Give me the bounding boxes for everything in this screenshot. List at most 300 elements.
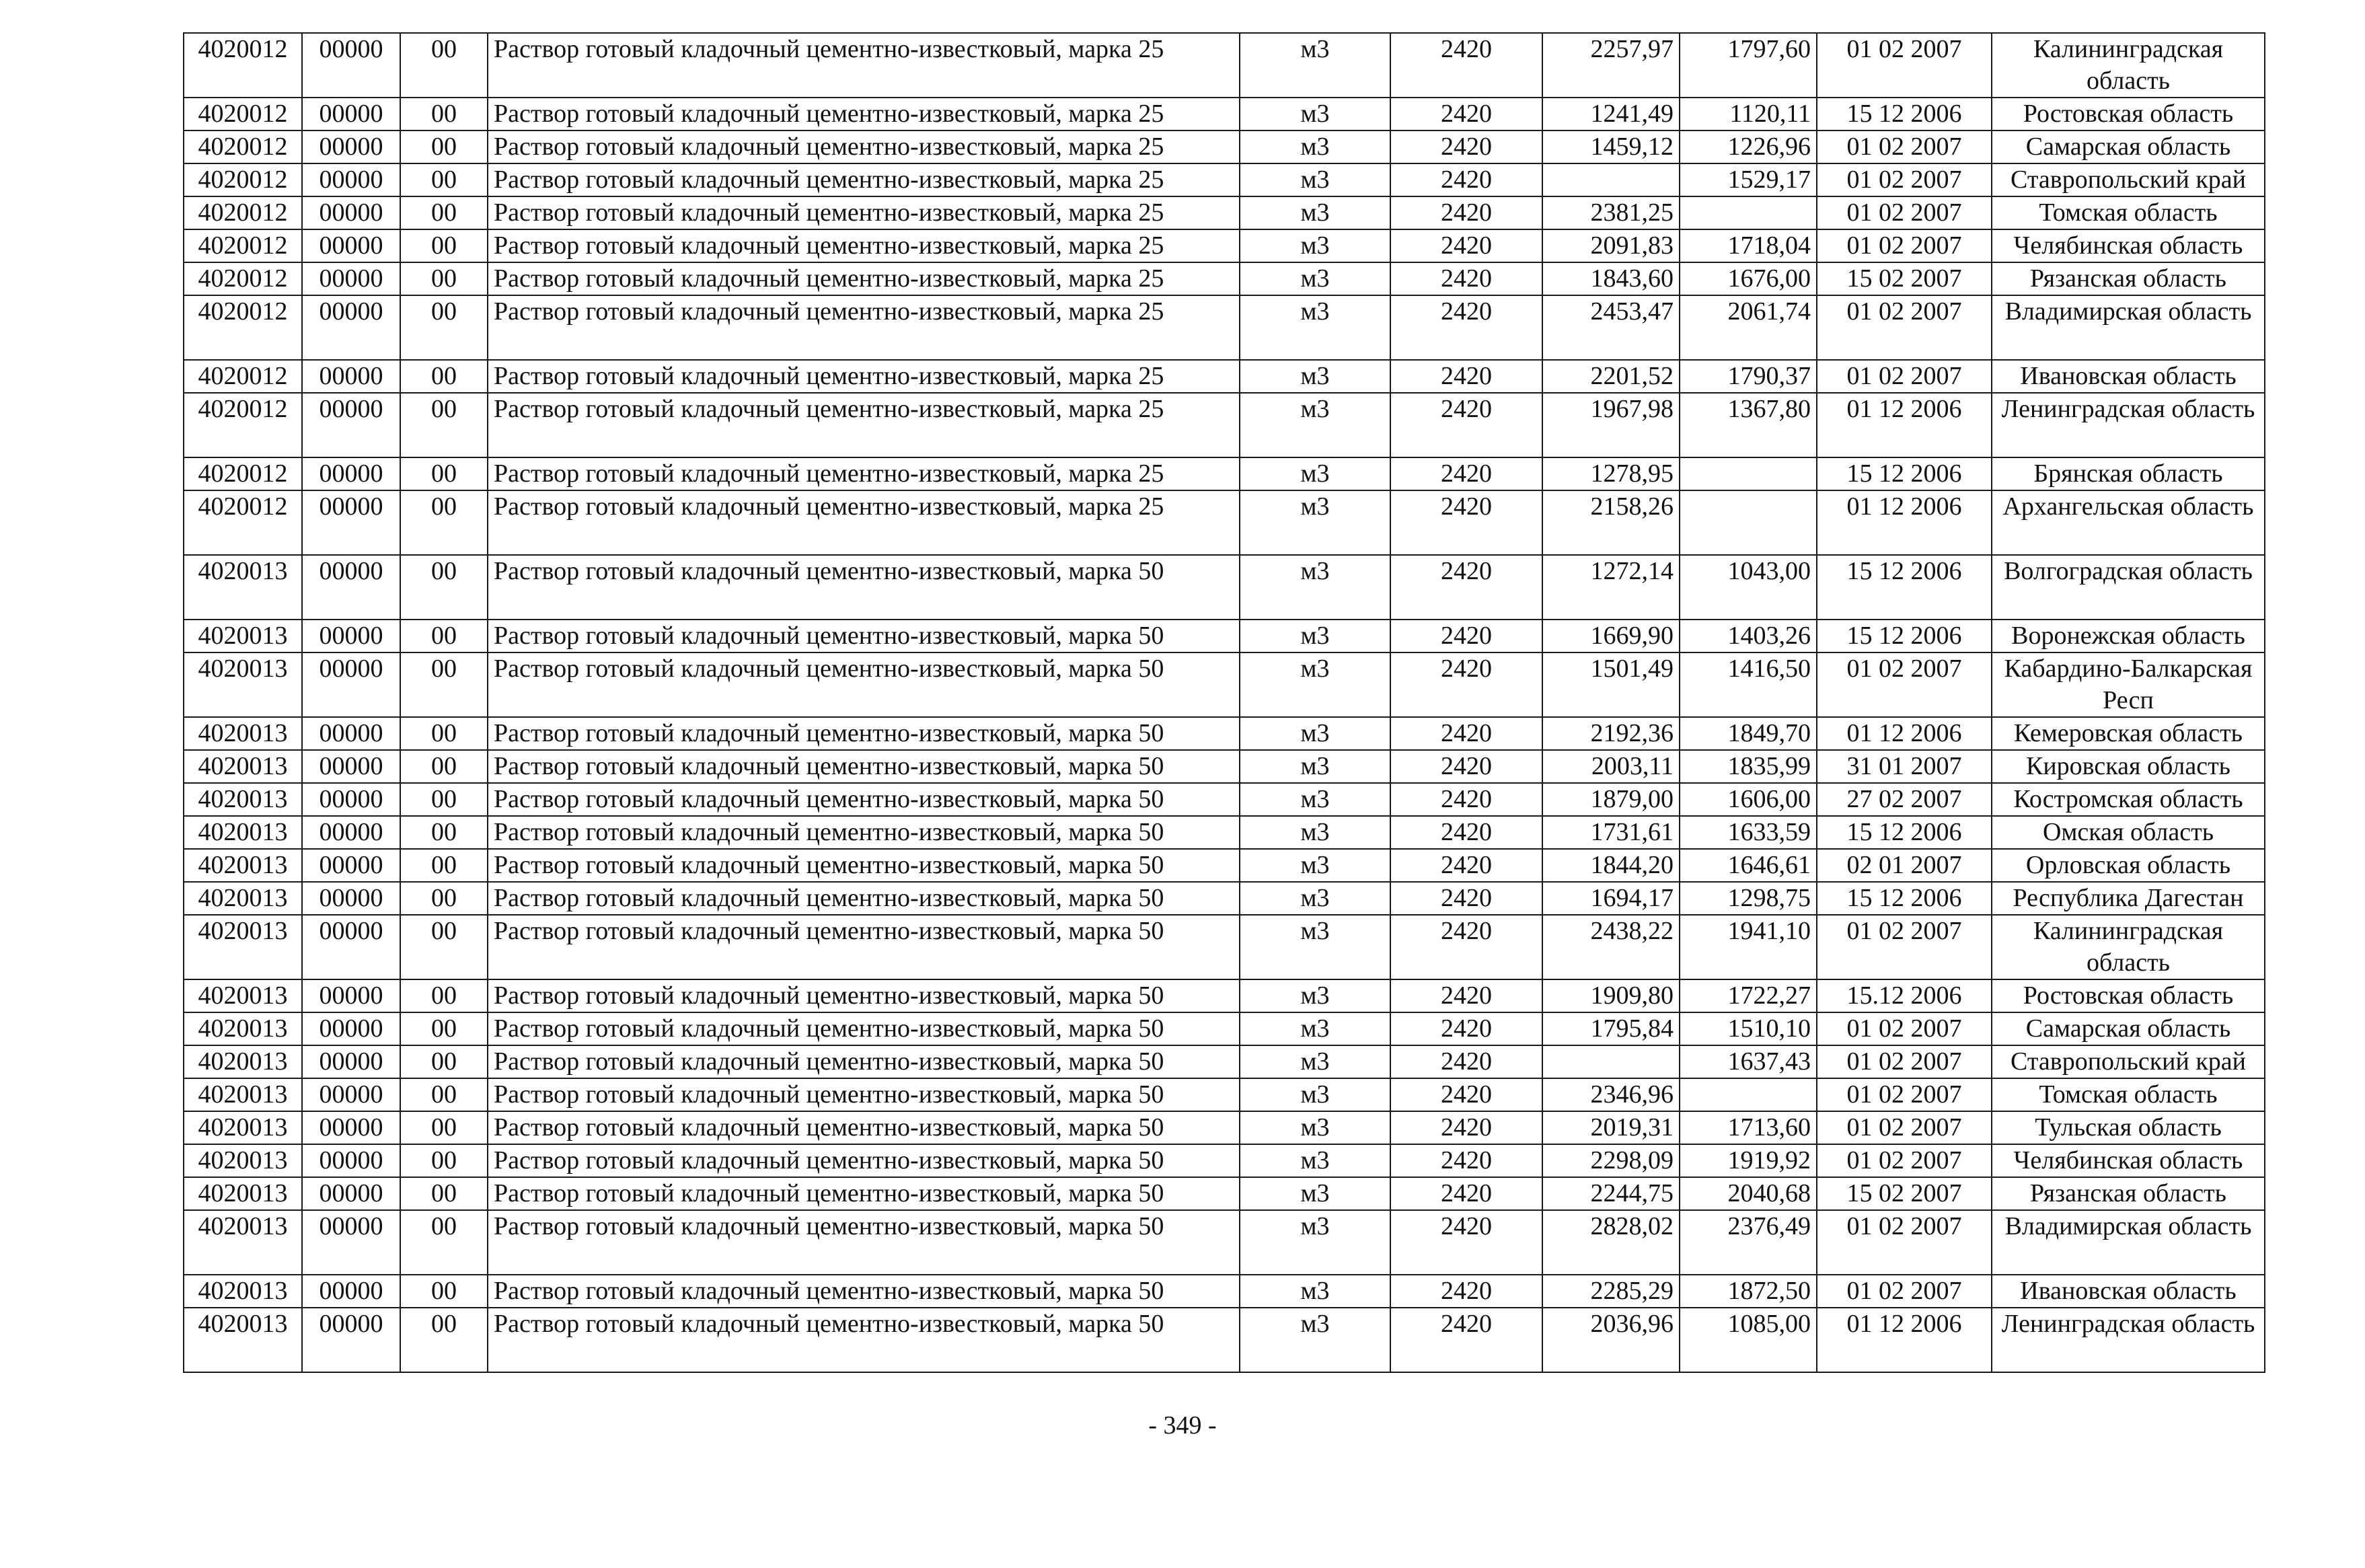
subcode-cell: 00000 [302, 262, 400, 295]
price-2-cell: 1790,37 [1680, 360, 1817, 393]
subcode-cell: 00000 [302, 229, 400, 262]
code-cell: 4020012 [184, 262, 302, 295]
class-cell: 00 [400, 750, 488, 783]
price-1-cell: 2438,22 [1542, 915, 1680, 979]
date-cell: 15.12 2006 [1817, 979, 1992, 1012]
material-name-cell: Раствор готовый кладочный цементно-известковый, марка 25 [488, 262, 1240, 295]
region-cell: Ставропольский край [1992, 163, 2265, 196]
price-2-cell: 1872,50 [1680, 1275, 1817, 1308]
table-row [184, 490, 2265, 555]
class-cell: 00 [400, 620, 488, 652]
unit-cell: м3 [1240, 163, 1390, 196]
price-2-cell: 1919,92 [1680, 1144, 1817, 1177]
date-cell: 01 12 2006 [1817, 717, 1992, 750]
region-cell: Кабардино-Балкарская Респ [1992, 652, 2265, 717]
date-cell: 01 02 2007 [1817, 1144, 1992, 1177]
code-cell: 4020012 [184, 457, 302, 490]
material-name-cell: Раствор готовый кладочный цементно-известковый, марка 50 [488, 1177, 1240, 1210]
number-cell: 2420 [1390, 1012, 1542, 1045]
unit-cell: м3 [1240, 393, 1390, 457]
price-1-cell [1542, 163, 1680, 196]
class-cell: 00 [400, 196, 488, 229]
subcode-cell: 00000 [302, 717, 400, 750]
code-cell: 4020013 [184, 620, 302, 652]
region-cell: Челябинская область [1992, 229, 2265, 262]
unit-cell: м3 [1240, 1308, 1390, 1372]
date-cell: 01 02 2007 [1817, 229, 1992, 262]
material-name-cell: Раствор готовый кладочный цементно-известковый, марка 50 [488, 882, 1240, 915]
number-cell: 2420 [1390, 1210, 1542, 1275]
date-cell: 15 12 2006 [1817, 620, 1992, 652]
material-name-cell: Раствор готовый кладочный цементно-известковый, марка 25 [488, 295, 1240, 360]
class-cell: 00 [400, 295, 488, 360]
price-2-cell: 1797,60 [1680, 33, 1817, 98]
date-cell: 01 02 2007 [1817, 1078, 1992, 1111]
date-cell: 01 02 2007 [1817, 33, 1992, 98]
subcode-cell: 00000 [302, 915, 400, 979]
unit-cell: м3 [1240, 1144, 1390, 1177]
price-1-cell: 2828,02 [1542, 1210, 1680, 1275]
code-cell: 4020012 [184, 130, 302, 163]
number-cell: 2420 [1390, 490, 1542, 555]
number-cell: 2420 [1390, 750, 1542, 783]
price-1-cell: 1272,14 [1542, 555, 1680, 620]
subcode-cell: 00000 [302, 98, 400, 130]
price-2-cell: 2376,49 [1680, 1210, 1817, 1275]
code-cell: 4020013 [184, 816, 302, 849]
class-cell: 00 [400, 1111, 488, 1144]
number-cell: 2420 [1390, 457, 1542, 490]
price-2-cell: 1849,70 [1680, 717, 1817, 750]
price-2-cell: 1718,04 [1680, 229, 1817, 262]
price-2-cell [1680, 457, 1817, 490]
price-2-cell: 1085,00 [1680, 1308, 1817, 1372]
subcode-cell: 00000 [302, 196, 400, 229]
date-cell: 01 12 2006 [1817, 1308, 1992, 1372]
unit-cell: м3 [1240, 1111, 1390, 1144]
price-2-cell: 1043,00 [1680, 555, 1817, 620]
price-1-cell: 2019,31 [1542, 1111, 1680, 1144]
material-name-cell: Раствор готовый кладочный цементно-известковый, марка 50 [488, 783, 1240, 816]
price-1-cell: 1278,95 [1542, 457, 1680, 490]
code-cell: 4020013 [184, 882, 302, 915]
code-cell: 4020012 [184, 295, 302, 360]
price-2-cell: 1367,80 [1680, 393, 1817, 457]
price-2-cell: 1606,00 [1680, 783, 1817, 816]
price-1-cell [1542, 1045, 1680, 1078]
table-row [184, 979, 2265, 1012]
subcode-cell: 00000 [302, 979, 400, 1012]
subcode-cell: 00000 [302, 652, 400, 717]
material-name-cell: Раствор готовый кладочный цементно-известковый, марка 50 [488, 620, 1240, 652]
price-2-cell: 1676,00 [1680, 262, 1817, 295]
material-name-cell: Раствор готовый кладочный цементно-известковый, марка 50 [488, 717, 1240, 750]
number-cell: 2420 [1390, 1045, 1542, 1078]
class-cell: 00 [400, 652, 488, 717]
subcode-cell: 00000 [302, 1078, 400, 1111]
unit-cell: м3 [1240, 1177, 1390, 1210]
table-row [184, 457, 2265, 490]
price-1-cell: 1694,17 [1542, 882, 1680, 915]
region-cell: Томская область [1992, 196, 2265, 229]
region-cell: Брянская область [1992, 457, 2265, 490]
number-cell: 2420 [1390, 652, 1542, 717]
unit-cell: м3 [1240, 1045, 1390, 1078]
region-cell: Калининградская область [1992, 33, 2265, 98]
price-1-cell: 2003,11 [1542, 750, 1680, 783]
subcode-cell: 00000 [302, 33, 400, 98]
table-row [184, 1078, 2265, 1111]
price-2-cell: 1510,10 [1680, 1012, 1817, 1045]
code-cell: 4020013 [184, 1012, 302, 1045]
date-cell: 01 02 2007 [1817, 295, 1992, 360]
class-cell: 00 [400, 1144, 488, 1177]
unit-cell: м3 [1240, 717, 1390, 750]
table-row [184, 783, 2265, 816]
subcode-cell: 00000 [302, 360, 400, 393]
date-cell: 15 12 2006 [1817, 98, 1992, 130]
number-cell: 2420 [1390, 783, 1542, 816]
class-cell: 00 [400, 555, 488, 620]
date-cell: 01 02 2007 [1817, 915, 1992, 979]
number-cell: 2420 [1390, 620, 1542, 652]
subcode-cell: 00000 [302, 490, 400, 555]
code-cell: 4020012 [184, 196, 302, 229]
date-cell: 15 02 2007 [1817, 1177, 1992, 1210]
table-row [184, 1012, 2265, 1045]
material-name-cell: Раствор готовый кладочный цементно-известковый, марка 25 [488, 229, 1240, 262]
subcode-cell: 00000 [302, 295, 400, 360]
subcode-cell: 00000 [302, 457, 400, 490]
subcode-cell: 00000 [302, 1210, 400, 1275]
table-row [184, 295, 2265, 360]
date-cell: 01 12 2006 [1817, 393, 1992, 457]
date-cell: 01 02 2007 [1817, 1012, 1992, 1045]
date-cell: 27 02 2007 [1817, 783, 1992, 816]
material-name-cell: Раствор готовый кладочный цементно-известковый, марка 50 [488, 1012, 1240, 1045]
subcode-cell: 00000 [302, 1144, 400, 1177]
region-cell: Ростовская область [1992, 98, 2265, 130]
price-2-cell: 1298,75 [1680, 882, 1817, 915]
date-cell: 31 01 2007 [1817, 750, 1992, 783]
subcode-cell: 00000 [302, 1045, 400, 1078]
class-cell: 00 [400, 393, 488, 457]
price-2-cell: 2040,68 [1680, 1177, 1817, 1210]
unit-cell: м3 [1240, 295, 1390, 360]
table-row [184, 1111, 2265, 1144]
material-name-cell: Раствор готовый кладочный цементно-известковый, марка 50 [488, 1045, 1240, 1078]
table-body [184, 33, 2265, 1372]
material-name-cell: Раствор готовый кладочный цементно-известковый, марка 50 [488, 849, 1240, 882]
unit-cell: м3 [1240, 750, 1390, 783]
date-cell: 15 12 2006 [1817, 882, 1992, 915]
date-cell: 01 02 2007 [1817, 1210, 1992, 1275]
price-1-cell: 1843,60 [1542, 262, 1680, 295]
number-cell: 2420 [1390, 196, 1542, 229]
number-cell: 2420 [1390, 882, 1542, 915]
code-cell: 4020013 [184, 1308, 302, 1372]
material-name-cell: Раствор готовый кладочный цементно-известковый, марка 50 [488, 816, 1240, 849]
subcode-cell: 00000 [302, 849, 400, 882]
price-2-cell: 1633,59 [1680, 816, 1817, 849]
date-cell: 01 02 2007 [1817, 130, 1992, 163]
table-row [184, 915, 2265, 979]
unit-cell: м3 [1240, 1210, 1390, 1275]
code-cell: 4020013 [184, 717, 302, 750]
number-cell: 2420 [1390, 130, 1542, 163]
price-2-cell: 1416,50 [1680, 652, 1817, 717]
material-name-cell: Раствор готовый кладочный цементно-известковый, марка 50 [488, 1210, 1240, 1275]
class-cell: 00 [400, 163, 488, 196]
price-2-cell: 1713,60 [1680, 1111, 1817, 1144]
price-2-cell: 1529,17 [1680, 163, 1817, 196]
material-name-cell: Раствор готовый кладочный цементно-известковый, марка 25 [488, 130, 1240, 163]
code-cell: 4020013 [184, 1177, 302, 1210]
code-cell: 4020013 [184, 915, 302, 979]
class-cell: 00 [400, 98, 488, 130]
price-table [183, 32, 2265, 1373]
class-cell: 00 [400, 816, 488, 849]
region-cell: Воронежская область [1992, 620, 2265, 652]
subcode-cell: 00000 [302, 816, 400, 849]
class-cell: 00 [400, 1078, 488, 1111]
price-1-cell: 1844,20 [1542, 849, 1680, 882]
unit-cell: м3 [1240, 130, 1390, 163]
subcode-cell: 00000 [302, 750, 400, 783]
number-cell: 2420 [1390, 1177, 1542, 1210]
code-cell: 4020013 [184, 1078, 302, 1111]
unit-cell: м3 [1240, 262, 1390, 295]
price-2-cell: 1403,26 [1680, 620, 1817, 652]
unit-cell: м3 [1240, 783, 1390, 816]
price-1-cell: 2453,47 [1542, 295, 1680, 360]
price-1-cell: 2201,52 [1542, 360, 1680, 393]
class-cell: 00 [400, 490, 488, 555]
price-1-cell: 1967,98 [1542, 393, 1680, 457]
code-cell: 4020012 [184, 98, 302, 130]
table-row [184, 652, 2265, 717]
price-2-cell: 1120,11 [1680, 98, 1817, 130]
region-cell: Ростовская область [1992, 979, 2265, 1012]
price-1-cell: 1669,90 [1542, 620, 1680, 652]
class-cell: 00 [400, 1275, 488, 1308]
unit-cell: м3 [1240, 652, 1390, 717]
table-row [184, 393, 2265, 457]
table-row [184, 849, 2265, 882]
number-cell: 2420 [1390, 33, 1542, 98]
code-cell: 4020013 [184, 1144, 302, 1177]
subcode-cell: 00000 [302, 130, 400, 163]
date-cell: 15 12 2006 [1817, 816, 1992, 849]
code-cell: 4020013 [184, 750, 302, 783]
number-cell: 2420 [1390, 555, 1542, 620]
code-cell: 4020013 [184, 652, 302, 717]
code-cell: 4020013 [184, 979, 302, 1012]
price-2-cell: 1941,10 [1680, 915, 1817, 979]
unit-cell: м3 [1240, 33, 1390, 98]
price-2-cell [1680, 490, 1817, 555]
table-row [184, 130, 2265, 163]
price-1-cell: 1241,49 [1542, 98, 1680, 130]
material-name-cell: Раствор готовый кладочный цементно-известковый, марка 25 [488, 98, 1240, 130]
subcode-cell: 00000 [302, 555, 400, 620]
material-name-cell: Раствор готовый кладочный цементно-известковый, марка 50 [488, 979, 1240, 1012]
subcode-cell: 00000 [302, 783, 400, 816]
class-cell: 00 [400, 229, 488, 262]
unit-cell: м3 [1240, 849, 1390, 882]
table-row [184, 33, 2265, 98]
date-cell: 01 02 2007 [1817, 652, 1992, 717]
class-cell: 00 [400, 130, 488, 163]
material-name-cell: Раствор готовый кладочный цементно-известковый, марка 50 [488, 1111, 1240, 1144]
number-cell: 2420 [1390, 1275, 1542, 1308]
date-cell: 01 02 2007 [1817, 196, 1992, 229]
unit-cell: м3 [1240, 882, 1390, 915]
price-1-cell: 2285,29 [1542, 1275, 1680, 1308]
region-cell: Архангельская область [1992, 490, 2265, 555]
code-cell: 4020012 [184, 163, 302, 196]
unit-cell: м3 [1240, 98, 1390, 130]
price-1-cell: 2158,26 [1542, 490, 1680, 555]
price-2-cell: 1226,96 [1680, 130, 1817, 163]
table-row [184, 816, 2265, 849]
class-cell: 00 [400, 1045, 488, 1078]
date-cell: 15 12 2006 [1817, 555, 1992, 620]
table-row [184, 750, 2265, 783]
region-cell: Волгоградская область [1992, 555, 2265, 620]
date-cell: 02 01 2007 [1817, 849, 1992, 882]
price-1-cell: 2346,96 [1542, 1078, 1680, 1111]
price-1-cell: 2091,83 [1542, 229, 1680, 262]
material-name-cell: Раствор готовый кладочный цементно-известковый, марка 50 [488, 652, 1240, 717]
subcode-cell: 00000 [302, 1012, 400, 1045]
price-1-cell: 1731,61 [1542, 816, 1680, 849]
subcode-cell: 00000 [302, 1308, 400, 1372]
region-cell: Рязанская область [1992, 262, 2265, 295]
number-cell: 2420 [1390, 98, 1542, 130]
code-cell: 4020013 [184, 1210, 302, 1275]
code-cell: 4020012 [184, 393, 302, 457]
number-cell: 2420 [1390, 979, 1542, 1012]
table-row [184, 882, 2265, 915]
date-cell: 01 02 2007 [1817, 1111, 1992, 1144]
number-cell: 2420 [1390, 915, 1542, 979]
subcode-cell: 00000 [302, 1177, 400, 1210]
unit-cell: м3 [1240, 1078, 1390, 1111]
table-row [184, 262, 2265, 295]
price-1-cell: 2036,96 [1542, 1308, 1680, 1372]
region-cell: Томская область [1992, 1078, 2265, 1111]
code-cell: 4020012 [184, 360, 302, 393]
material-name-cell: Раствор готовый кладочный цементно-известковый, марка 50 [488, 555, 1240, 620]
code-cell: 4020013 [184, 783, 302, 816]
unit-cell: м3 [1240, 555, 1390, 620]
number-cell: 2420 [1390, 1111, 1542, 1144]
price-1-cell: 2381,25 [1542, 196, 1680, 229]
material-name-cell: Раствор готовый кладочный цементно-известковый, марка 25 [488, 196, 1240, 229]
class-cell: 00 [400, 915, 488, 979]
region-cell: Калининградская область [1992, 915, 2265, 979]
price-1-cell: 1501,49 [1542, 652, 1680, 717]
number-cell: 2420 [1390, 295, 1542, 360]
unit-cell: м3 [1240, 196, 1390, 229]
region-cell: Ленинградская область [1992, 393, 2265, 457]
page-number: - 349 - [1148, 1411, 1217, 1440]
table-row [184, 1045, 2265, 1078]
table-row [184, 1177, 2265, 1210]
class-cell: 00 [400, 1210, 488, 1275]
class-cell: 00 [400, 457, 488, 490]
class-cell: 00 [400, 717, 488, 750]
code-cell: 4020013 [184, 1275, 302, 1308]
region-cell: Кировская область [1992, 750, 2265, 783]
code-cell: 4020012 [184, 490, 302, 555]
material-name-cell: Раствор готовый кладочный цементно-известковый, марка 50 [488, 750, 1240, 783]
unit-cell: м3 [1240, 490, 1390, 555]
subcode-cell: 00000 [302, 1111, 400, 1144]
table-row [184, 555, 2265, 620]
price-1-cell: 2244,75 [1542, 1177, 1680, 1210]
number-cell: 2420 [1390, 816, 1542, 849]
number-cell: 2420 [1390, 1144, 1542, 1177]
table-row [184, 163, 2265, 196]
unit-cell: м3 [1240, 979, 1390, 1012]
number-cell: 2420 [1390, 849, 1542, 882]
class-cell: 00 [400, 979, 488, 1012]
region-cell: Республика Дагестан [1992, 882, 2265, 915]
date-cell: 01 02 2007 [1817, 360, 1992, 393]
region-cell: Рязанская область [1992, 1177, 2265, 1210]
material-name-cell: Раствор готовый кладочный цементно-известковый, марка 25 [488, 360, 1240, 393]
price-2-cell: 1835,99 [1680, 750, 1817, 783]
material-name-cell: Раствор готовый кладочный цементно-известковый, марка 50 [488, 915, 1240, 979]
table-row [184, 360, 2265, 393]
material-name-cell: Раствор готовый кладочный цементно-известковый, марка 50 [488, 1308, 1240, 1372]
class-cell: 00 [400, 783, 488, 816]
region-cell: Омская область [1992, 816, 2265, 849]
material-name-cell: Раствор готовый кладочный цементно-известковый, марка 25 [488, 393, 1240, 457]
class-cell: 00 [400, 1308, 488, 1372]
material-name-cell: Раствор готовый кладочный цементно-известковый, марка 25 [488, 457, 1240, 490]
region-cell: Самарская область [1992, 1012, 2265, 1045]
number-cell: 2420 [1390, 229, 1542, 262]
code-cell: 4020013 [184, 1111, 302, 1144]
class-cell: 00 [400, 882, 488, 915]
table-row [184, 229, 2265, 262]
material-name-cell: Раствор готовый кладочный цементно-известковый, марка 50 [488, 1144, 1240, 1177]
code-cell: 4020013 [184, 555, 302, 620]
unit-cell: м3 [1240, 816, 1390, 849]
material-name-cell: Раствор готовый кладочный цементно-известковый, марка 25 [488, 490, 1240, 555]
unit-cell: м3 [1240, 1012, 1390, 1045]
table-row [184, 717, 2265, 750]
material-name-cell: Раствор готовый кладочный цементно-известковый, марка 50 [488, 1275, 1240, 1308]
class-cell: 00 [400, 33, 488, 98]
region-cell: Челябинская область [1992, 1144, 2265, 1177]
region-cell: Орловская область [1992, 849, 2265, 882]
table-row [184, 620, 2265, 652]
unit-cell: м3 [1240, 360, 1390, 393]
unit-cell: м3 [1240, 457, 1390, 490]
region-cell: Ивановская область [1992, 1275, 2265, 1308]
code-cell: 4020013 [184, 849, 302, 882]
material-name-cell: Раствор готовый кладочный цементно-известковый, марка 25 [488, 33, 1240, 98]
date-cell: 01 02 2007 [1817, 1045, 1992, 1078]
price-2-cell [1680, 196, 1817, 229]
number-cell: 2420 [1390, 1308, 1542, 1372]
number-cell: 2420 [1390, 262, 1542, 295]
region-cell: Владимирская область [1992, 1210, 2265, 1275]
